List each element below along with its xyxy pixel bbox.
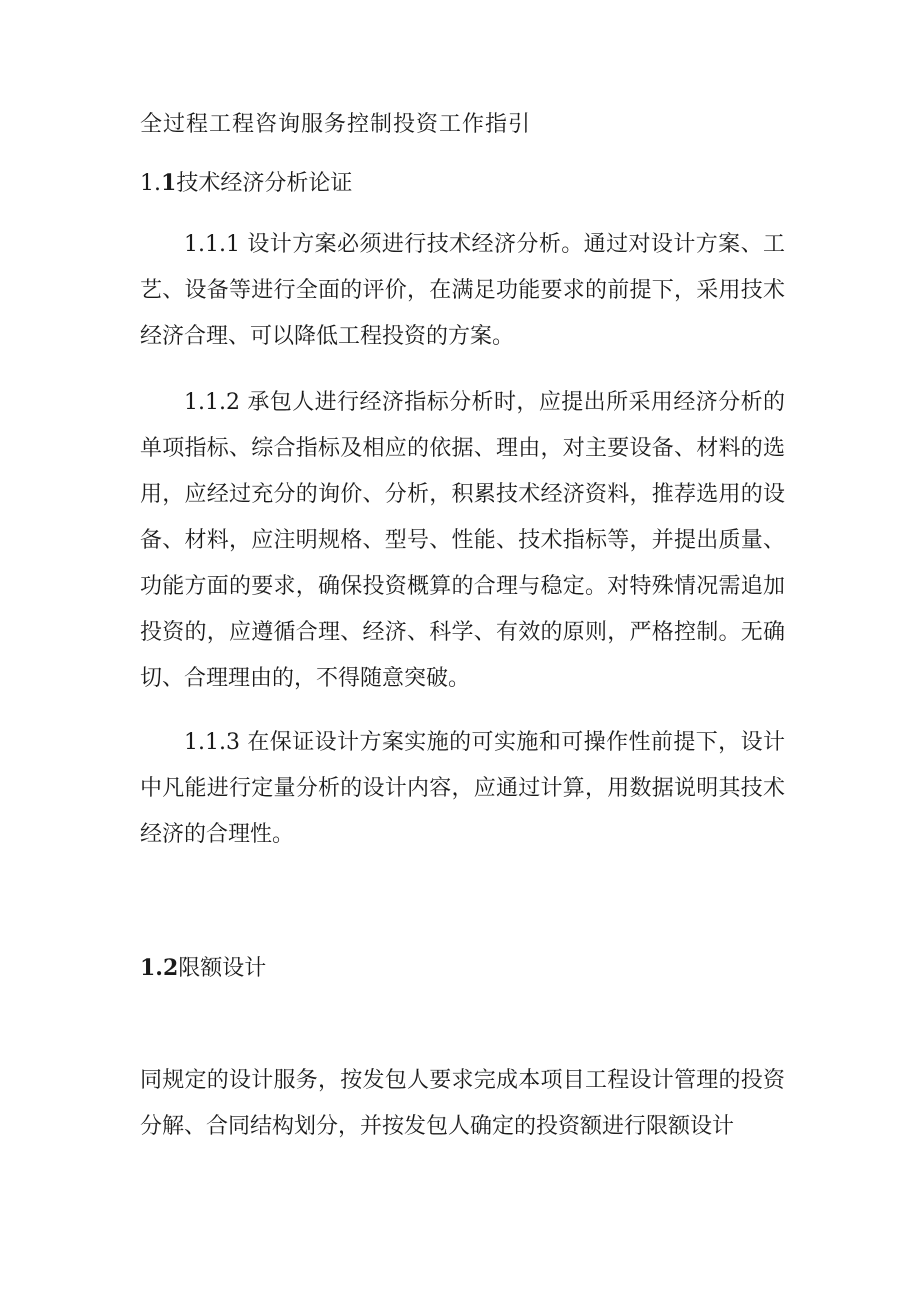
section-number: 1.2 <box>140 955 179 981</box>
section-number-bold: 1 <box>161 170 177 196</box>
paragraph-1-1-1: 1.1.1 设计方案必须进行技术经济分析。通过对设计方案、工艺、设备等进行全面的评价，在满足功能要求的前提下，采用技术经济合理、可以降低工程投资的方案。 <box>140 232 785 349</box>
paragraph-1-2: 同规定的设计服务，按发包人要求完成本项目工程设计管理的投资分解、合同结构划分，并按发包人确定的投资额进行限额设计 <box>140 1068 785 1139</box>
paragraph-1-1-2: 1.1.2 承包人进行经济指标分析时，应提出所采用经济分析的单项指标、综合指标及相应的依据、理由，对主要设备、材料的选用，应经过充分的询价、分析，积累技术经济资料，推荐选用的设备、材料，应注明规格、型号、性能、技术指标等，并提出质量、功能方面的要求，确保投资概算的合理与稳定。对特殊情况需追加投资的，应遵循合理、经济、科学、有效的原则，严格控制。无确切、合理理由的，不得随意突破。 <box>140 390 785 691</box>
document-title: 全过程工程咨询服务控制投资工作指引 <box>140 112 532 137</box>
section-heading-1-1 <box>140 160 785 207</box>
section-heading-text: 技术经济分析论证 <box>176 171 353 196</box>
section-heading-1-2 <box>140 945 785 992</box>
paragraph-1-1-3: 1.1.3 在保证设计方案实施的可实施和可操作性前提下，设计中凡能进行定量分析的设计内容，应通过计算，用数据说明其技术经济的合理性。 <box>140 730 785 847</box>
section-number-prefix: 1. <box>140 171 161 196</box>
section-heading-text: 限额设计 <box>178 956 267 981</box>
